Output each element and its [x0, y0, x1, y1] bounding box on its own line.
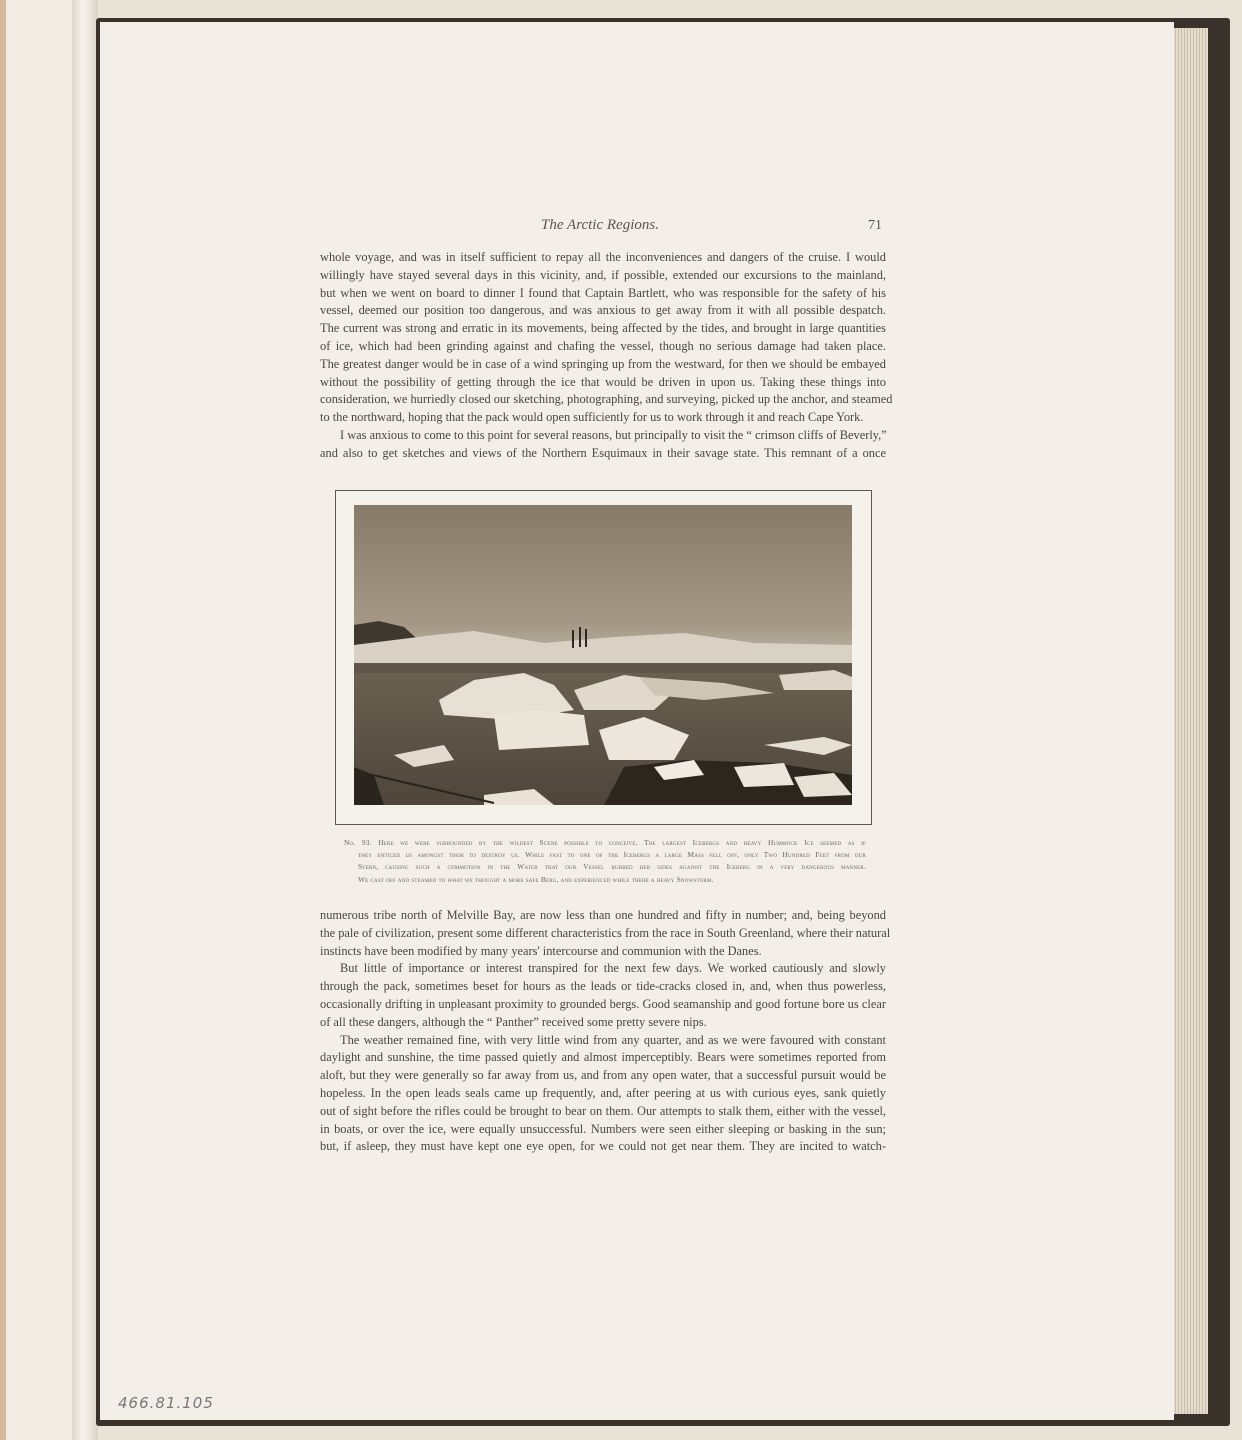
caption-line: Stern, causing such a commotion in the Water that our Vessel rubbed her sides against the Iceberg in a very dangerous manner.	[358, 862, 866, 872]
caption-line: they enticed us amongst them to destroy us. While fast to one of the Icebergs a large Mass fell off, only Two Hundred Feet from our	[358, 850, 866, 860]
text-line: willingly have stayed several days in this vicinity, and, if possible, extended our excursions to the mainland,	[320, 267, 886, 282]
left-page-edge	[0, 0, 6, 1440]
text-line: consideration, we hurriedly closed our sketching, photographing, and surveying, picked up the anchor, and steamed	[320, 392, 893, 407]
accession-number: 466.81.105	[118, 1394, 214, 1412]
book-gutter	[72, 0, 98, 1440]
text-line: but when we went on board to dinner I found that Captain Bartlett, who was responsible for the safety of his	[320, 285, 886, 300]
text-line: without the possibility of getting through the ice that would be driven in upon us. Taking these things into	[320, 374, 886, 389]
caption-line: We cast off and steamed to what we thought a more safe Berg, and experienced while there a heavy Snowstorm.	[358, 874, 714, 884]
page-number: 71	[868, 218, 882, 233]
text-line: through the pack, sometimes beset for hours as the leads or tide-cracks closed in, and, when thus powerless,	[320, 979, 886, 994]
text-line: I was anxious to come to this point for several reasons, but principally to visit the “ crimson cliffs of Beverly,”	[340, 427, 887, 442]
text-line: aloft, but they were generally so far away from us, and from any open water, that a successful pursuit would be	[320, 1068, 886, 1083]
text-line: instincts have been modified by many years' intercourse and communion with the Danes.	[320, 943, 762, 958]
text-line: occasionally drifting in unpleasant proximity to grounded bergs. Good seamanship and good fortune bore us clear	[320, 996, 886, 1011]
text-line: daylight and sunshine, the time passed quietly and almost imperceptibly. Bears were sometimes reported from	[320, 1050, 886, 1065]
text-line: numerous tribe north of Melville Bay, are now less than one hundred and fifty in number; and, being beyond	[320, 908, 886, 922]
text-line: the pale of civilization, present some different characteristics from the race in South Greenland, where their natural	[320, 925, 891, 940]
text-line: The greatest danger would be in case of a wind springing up from the westward, for then we should be embayed	[320, 356, 886, 371]
text-line: The current was strong and erratic in its movements, being affected by the tides, and brought in large quantities	[320, 321, 886, 336]
text-line: of all these dangers, although the “ Panther” received some pretty severe nips.	[320, 1014, 707, 1029]
text-line: hopeless. In the open leads seals came up frequently, and, after peering at us with curious eyes, sank quietly	[320, 1085, 886, 1100]
text-line: of ice, which had been grinding against and chafing the vessel, though no serious damage had taken place.	[320, 338, 886, 353]
lower-text	[320, 907, 891, 1156]
text-line: and also to get sketches and views of the Northern Esquimaux in their savage state. This remnant of a once	[320, 445, 886, 460]
caption-line: No. 93. Here we were surrounded by the wildest Scene possible to conceive. The largest Icebergs and heavy Hummock Ice seemed as if	[344, 838, 866, 847]
page-edges	[1170, 28, 1208, 1414]
text-line: in boats, or over the ice, were equally unsuccessful. Numbers were seen either sleeping or basking in the sun;	[320, 1121, 886, 1136]
text-line: The weather remained fine, with very little wind from any quarter, and as we were favoured with constant	[340, 1032, 886, 1047]
upper-text	[320, 249, 893, 463]
text-line: But little of importance or interest transpired for the next few days. We worked cautiously and slowly	[340, 961, 886, 976]
text-line: whole voyage, and was in itself sufficient to repay all the inconveniences and dangers of the cruise. I would	[320, 250, 886, 264]
running-header: The Arctic Regions.	[541, 217, 659, 233]
text-line: vessel, deemed our position too dangerous, and was anxious to get away from it with all possible despatch.	[320, 303, 886, 318]
photo-caption	[344, 837, 866, 886]
text-line: to the northward, hoping that the pack would open sufficiently for us to work through it and reach Cape York.	[320, 410, 864, 425]
left-page	[0, 0, 73, 1440]
text-line: out of sight before the rifles could be brought to bear on them. Our attempts to stalk them, either with the vessel,	[320, 1103, 886, 1118]
text-line: but, if asleep, they must have kept one eye open, for we could not get near them. They are incited to watch-	[320, 1139, 886, 1154]
arctic-ice-photograph	[354, 505, 852, 805]
